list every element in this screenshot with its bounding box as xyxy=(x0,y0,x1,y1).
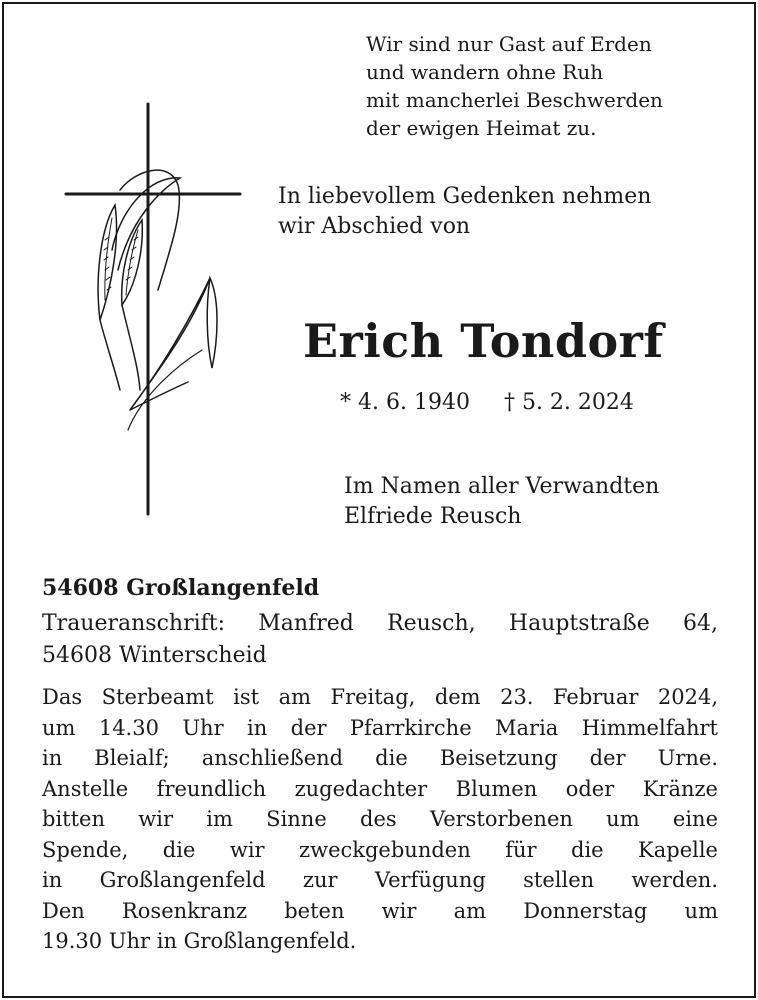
body-line: Den Rosenkranz beten wir am Donnerstag um xyxy=(42,898,718,923)
body-line: bitten wir im Sinne des Verstorbenen um eine xyxy=(42,807,718,831)
poem-line: der ewigen Heimat zu. xyxy=(366,116,597,140)
body-line: Spende, die wir zweckgebunden für die Kapelle xyxy=(42,837,718,862)
poem-line: Wir sind nur Gast auf Erden xyxy=(366,32,652,56)
cross-with-grain-icon xyxy=(60,100,250,520)
deceased-name: Erich Tondorf xyxy=(303,314,664,368)
death-date: † 5. 2. 2024 xyxy=(503,390,634,415)
signature-line: Im Namen aller Verwandten xyxy=(344,474,660,499)
intro-line: wir Abschied von xyxy=(278,214,471,239)
body-line: 19.30 Uhr in Großlangenfeld. xyxy=(42,929,357,953)
body-line: Anstelle freundlich zugedachter Blumen oder Kränze xyxy=(42,776,718,801)
body-line: Das Sterbeamt ist am Freitag, dem 23. Februar 2024, xyxy=(42,685,718,709)
address-line: Traueranschrift: Manfred Reusch, Hauptstraße 64, xyxy=(42,611,718,636)
intro-line: In liebevollem Gedenken nehmen xyxy=(278,184,652,209)
signature-block xyxy=(344,472,659,532)
body-line: in Bleialf; anschließend die Beisetzung der Urne. xyxy=(42,746,718,770)
poem-verse xyxy=(366,30,663,142)
intro-text xyxy=(278,182,651,242)
birth-date: * 4. 6. 1940 xyxy=(340,390,470,415)
poem-line: mit mancherlei Beschwerden xyxy=(366,88,663,112)
body-line: um 14.30 Uhr in der Pfarrkirche Maria Himmelfahrt xyxy=(42,715,718,740)
body-line: in Großlangenfeld zur Verfügung stellen werden. xyxy=(42,868,718,892)
life-dates xyxy=(340,390,634,415)
signature-line: Elfriede Reusch xyxy=(344,504,522,529)
address-line: 54608 Winterscheid xyxy=(42,643,267,668)
service-details xyxy=(42,682,718,957)
poem-line: und wandern ohne Ruh xyxy=(366,60,604,84)
place-heading: 54608 Großlangenfeld xyxy=(42,575,320,601)
mourning-address xyxy=(42,608,718,672)
